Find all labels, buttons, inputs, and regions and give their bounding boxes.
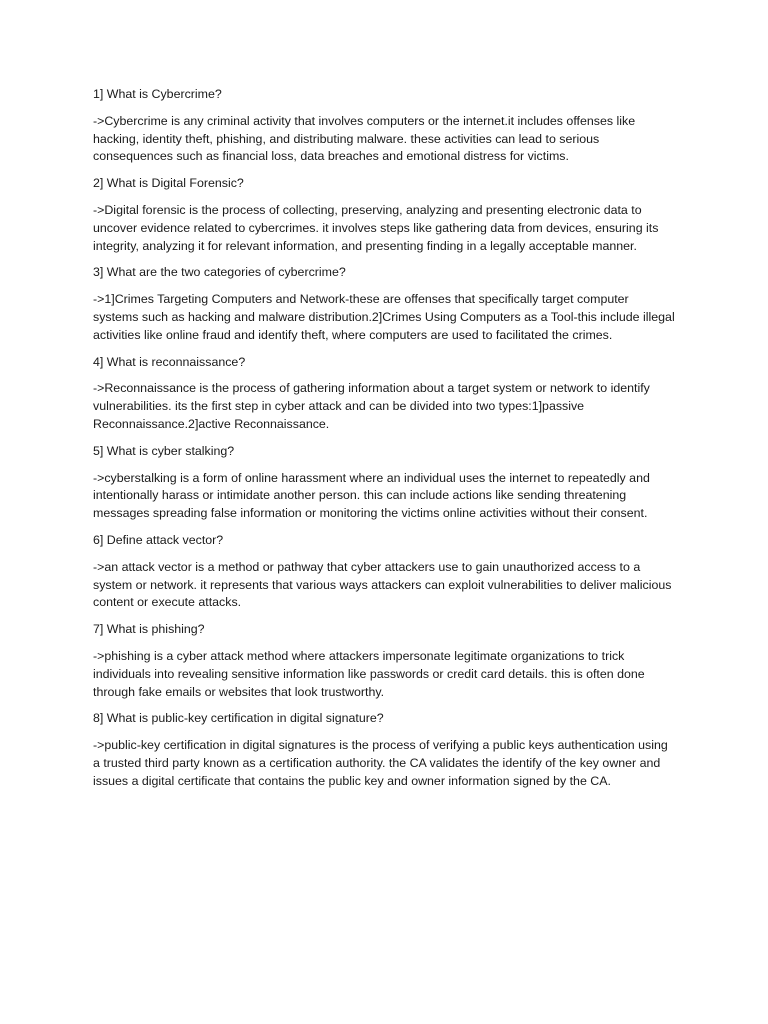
qa-item-2 (93, 175, 675, 255)
document-page (93, 86, 675, 800)
question-7: 7] What is phishing? (93, 622, 205, 637)
qa-item-1 (93, 86, 675, 166)
question-3: 3] What are the two categories of cybercrime? (93, 265, 346, 280)
answer-7: ->phishing is a cyber attack method where attackers impersonate legitimate organizations to trick individuals into revealing sensitive information like passwords or credit card details. this is often done through fake emails or websites that look trustworthy. (93, 648, 645, 699)
question-5: 5] What is cyber stalking? (93, 443, 235, 458)
qa-item-8 (93, 710, 675, 790)
answer-2: ->Digital forensic is the process of collecting, preserving, analyzing and presenting electronic data to uncover evidence related to cybercrimes. it involves steps like gathering data from devices, ensuring its integrity, analyzing it for relevant information, and presenting finding in a legally acceptable manner. (93, 202, 659, 253)
qa-item-7 (93, 621, 675, 701)
question-8: 8] What is public-key certification in digital signature? (93, 711, 384, 726)
qa-item-3 (93, 264, 675, 344)
answer-4: ->Reconnaissance is the process of gathering information about a target system or network to identify vulnerabilities. its the first step in cyber attack and can be divided into two types:1]passive Reconnaissance.2]active Reconnaissance. (93, 381, 650, 431)
qa-item-6 (93, 532, 675, 612)
question-1: 1] What is Cybercrime? (93, 87, 222, 101)
qa-item-4 (93, 354, 675, 434)
question-6: 6] Define attack vector? (93, 532, 224, 547)
answer-6: ->an attack vector is a method or pathway that cyber attackers use to gain unauthorized access to a system or network. it represents that various ways attackers can exploit vulnerabilities to deliver malicious content or execute attacks. (93, 559, 672, 610)
answer-8: ->public-key certification in digital signatures is the process of verifying a public keys authentication using a trusted third party known as a certification authority. the CA validates the identify of the key owner and issues a digital certificate that contains the public key and owner information signed by the CA. (93, 738, 668, 788)
answer-3: ->1]Crimes Targeting Computers and Network-these are offenses that specifically target computer systems such as hacking and malware distribution.2]Crimes Using Computers as a Tool-this include illegal activities like online fraud and identify theft, where computers are used to facilitated the crimes. (93, 292, 675, 342)
answer-5: ->cyberstalking is a form of online harassment where an individual uses the internet to repeatedly and intentionally harass or intimidate another person. this can include actions like sending threatening messages spreading false information or monitoring the victims online activities without their consent. (93, 470, 650, 521)
qa-item-5 (93, 443, 675, 523)
answer-1: ->Cybercrime is any criminal activity that involves computers or the internet.it includes offenses like hacking, identity theft, phishing, and distributing malware. these activities can lead to serious consequences such as financial loss, data breaches and emotional distress for victims. (93, 113, 636, 164)
question-2: 2] What is Digital Forensic? (93, 176, 244, 191)
question-4: 4] What is reconnaissance? (93, 354, 246, 369)
